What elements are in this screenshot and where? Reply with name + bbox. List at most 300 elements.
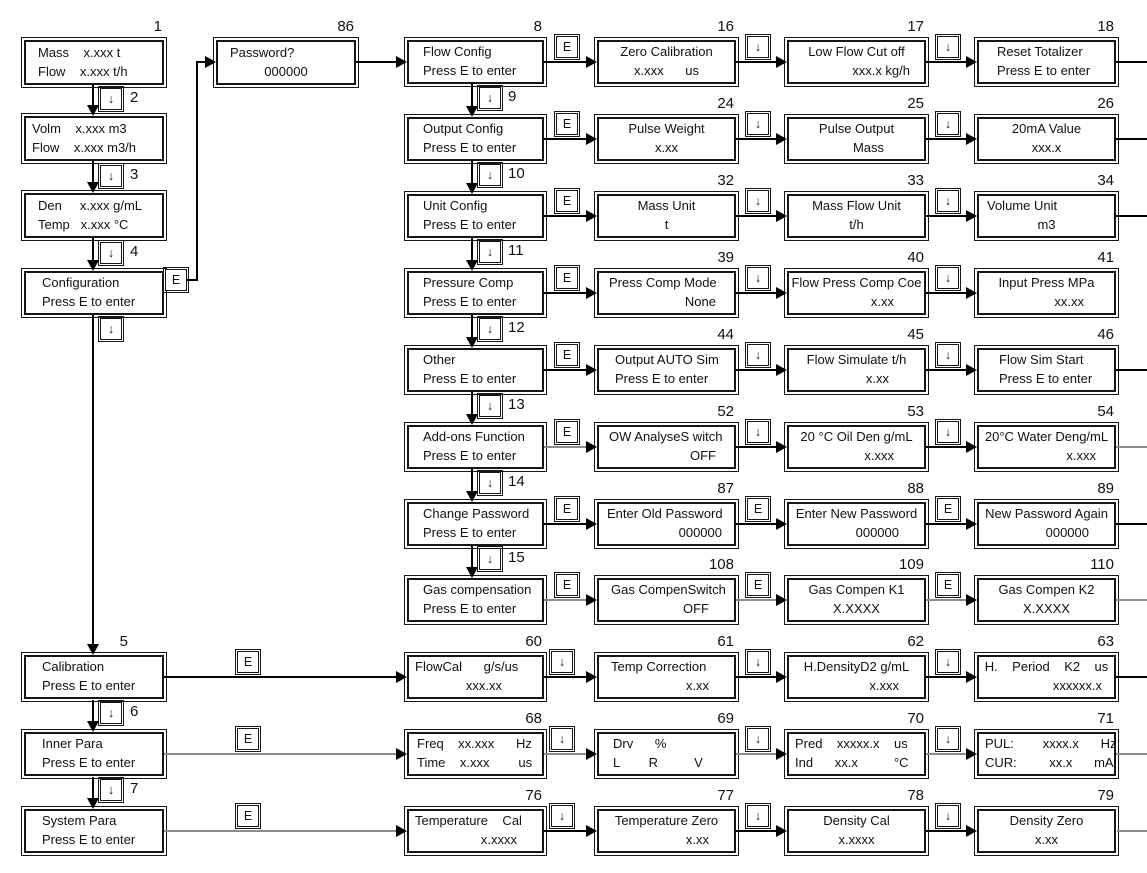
connector-line — [1116, 138, 1147, 140]
screen-line2: t/h — [849, 217, 864, 232]
screen-line2: Press E to enter — [42, 832, 136, 847]
screen-number: 15 — [508, 549, 525, 566]
arrowhead-down — [87, 798, 99, 809]
menu-addons-function — [407, 425, 544, 469]
connector-line — [471, 546, 473, 567]
screen-line1: Add-ons Function — [423, 429, 525, 445]
connector-line — [92, 238, 94, 260]
arrowhead-right — [966, 671, 977, 683]
screen-number: 89 — [1097, 480, 1114, 497]
screen-line2: Press E to enter — [423, 601, 517, 616]
screen-line1: Flow Sim Start — [999, 352, 1084, 368]
connector-line — [92, 85, 94, 105]
enter-key-badge: E — [237, 651, 259, 673]
arrowhead-right — [396, 671, 407, 683]
screen-line1: Freq xx.xxx Hz — [417, 736, 532, 752]
screen-line2: x.xx — [685, 678, 709, 693]
connector-line — [926, 676, 967, 678]
screen-press-comp-mode — [597, 249, 736, 315]
screen-line1: 20°C Water Deng/mL — [984, 429, 1109, 445]
screen-line1: Den x.xxx g/mL — [38, 197, 143, 213]
screen-line2: OFF — [683, 601, 709, 616]
screen-number: 41 — [1097, 249, 1114, 266]
connector-line — [471, 315, 473, 337]
menu-change-password — [407, 502, 544, 546]
screen-number: 39 — [717, 249, 734, 266]
enter-key-badge: E — [556, 574, 578, 596]
screen-number: 10 — [508, 165, 525, 182]
screen-line1: Volume Unit — [987, 198, 1058, 214]
connector-line — [926, 753, 967, 755]
arrowhead-down — [466, 491, 478, 502]
screen-line2: Press E to enter — [423, 525, 517, 540]
screen-line1: Drv % — [613, 736, 667, 752]
screen-number: 61 — [717, 633, 734, 650]
screen-password — [216, 18, 356, 85]
screen-line1: Gas compensation — [423, 582, 532, 598]
screen-number: 77 — [717, 787, 734, 804]
screen-line2: m3 — [1037, 217, 1056, 232]
connector-line — [92, 161, 94, 182]
screen-line1: Flow Simulate t/h — [806, 352, 907, 368]
connector-line — [926, 446, 967, 448]
screen-line1: Gas CompenSwitch — [611, 582, 726, 598]
down-key-badge: ↓ — [551, 728, 573, 750]
screen-number: 76 — [525, 787, 542, 804]
screen-number: 5 — [119, 633, 128, 650]
screen-low-flow-cutoff — [787, 18, 926, 84]
connector-line — [544, 369, 587, 371]
arrowhead-right — [966, 364, 977, 376]
connector-line — [926, 830, 967, 832]
screen-line1: Enter New Password — [795, 506, 918, 522]
screen-line2: xxx.x — [1031, 140, 1062, 155]
down-key-badge: ↓ — [747, 190, 769, 212]
arrowhead-right — [966, 825, 977, 837]
screen-number: 68 — [525, 710, 542, 727]
arrowhead-right — [586, 56, 597, 68]
connector-line — [736, 292, 777, 294]
connector-line — [926, 61, 967, 63]
screen-oil-density — [787, 403, 926, 469]
connector-line — [1116, 61, 1147, 63]
screen-flow-press-comp-coe — [787, 249, 926, 315]
menu-unit-config — [407, 194, 544, 238]
down-key-badge: ↓ — [937, 344, 959, 366]
arrowhead-right — [586, 594, 597, 606]
screen-line2: x.xx — [1034, 832, 1059, 847]
arrowhead-right — [776, 287, 787, 299]
screen-ow-analyse-switch — [597, 403, 736, 469]
screen-line1: Change Password — [423, 506, 530, 522]
arrowhead-right — [586, 748, 597, 760]
screen-line1: Inner Para — [42, 736, 103, 752]
screen-line1: H.DensityD2 g/mL — [803, 659, 910, 675]
screen-line2: x.xxx — [869, 678, 899, 693]
screen-line2: 000000 — [264, 63, 308, 79]
connector-line — [736, 599, 777, 601]
screen-line1: Input Press MPa — [998, 275, 1095, 291]
connector-line — [471, 84, 473, 106]
arrowhead-right — [586, 133, 597, 145]
connector-line — [1117, 830, 1147, 832]
screen-pulse-output — [787, 95, 926, 161]
arrowhead-right — [776, 518, 787, 530]
screen-line2: Ind xx.x °C — [795, 755, 909, 770]
screen-line2: x.xx — [865, 371, 889, 386]
screen-density-zero — [977, 787, 1116, 853]
screen-freq-time — [407, 710, 544, 776]
connector-line — [544, 599, 587, 601]
enter-key-badge: E — [556, 113, 578, 135]
screen-input-press — [977, 249, 1116, 315]
screen-drive-level — [597, 710, 736, 776]
arrowhead-right — [586, 671, 597, 683]
screen-line1: Temp Correction — [611, 659, 707, 675]
menu-calibration — [24, 633, 164, 699]
screen-line2: Press E to enter — [42, 755, 136, 770]
screen-line2: xxx.x kg/h — [852, 63, 910, 78]
screen-line1: New Password Again — [985, 506, 1108, 522]
screen-line2: Flow x.xxx m3/h — [32, 139, 137, 155]
screen-water-density — [977, 403, 1116, 469]
down-key-badge: ↓ — [100, 242, 122, 264]
screen-line2: X.XXXX — [833, 601, 880, 616]
connector-line — [544, 676, 587, 678]
screen-line2: Press E to enter — [423, 217, 517, 232]
screen-line2: Time x.xxx us — [417, 755, 533, 770]
screen-line2: x.xxx us — [633, 63, 699, 78]
screen-line2: Press E to enter — [42, 294, 136, 309]
screen-line2: 000000 — [1045, 525, 1089, 540]
arrowhead-down — [87, 260, 99, 271]
screen-number: 52 — [717, 403, 734, 420]
down-key-badge: ↓ — [747, 36, 769, 58]
screen-number: 8 — [533, 18, 542, 35]
menu-inner-para — [24, 732, 164, 776]
connector-line — [92, 315, 94, 644]
screen-number: 69 — [717, 710, 734, 727]
screen-flowcal — [407, 633, 544, 699]
screen-line1: Zero Calibration — [620, 44, 713, 60]
connector-line — [1116, 599, 1147, 601]
enter-key-badge: E — [165, 269, 187, 291]
down-key-badge: ↓ — [479, 87, 501, 109]
screen-line1: Gas Compen K1 — [808, 582, 905, 598]
screen-line1: Flow Press Comp Coe — [791, 275, 922, 291]
screen-volume-flow — [24, 116, 164, 161]
connector-line — [544, 215, 587, 217]
screen-density-temp — [24, 193, 164, 238]
screen-h-period-k2 — [977, 633, 1116, 699]
connector-line — [92, 777, 94, 798]
screen-line1: FlowCal g/s/us — [415, 659, 519, 675]
screen-number: 16 — [717, 18, 734, 35]
arrowhead-right — [966, 518, 977, 530]
screen-gas-compen-k1 — [787, 556, 926, 622]
arrowhead-down — [87, 721, 99, 732]
screen-line1: Output AUTO Sim — [615, 352, 719, 368]
screen-line1: Flow Config — [423, 44, 492, 60]
down-key-badge: ↓ — [747, 728, 769, 750]
arrowhead-right — [776, 441, 787, 453]
arrowhead-right — [776, 133, 787, 145]
enter-key-badge: E — [747, 574, 769, 596]
screen-pulse-weight — [597, 95, 736, 161]
connector-line — [544, 292, 587, 294]
arrowhead-right — [966, 287, 977, 299]
screen-number: 70 — [907, 710, 924, 727]
connector-line — [736, 830, 777, 832]
connector-line — [164, 676, 396, 678]
screen-h-density-d2 — [787, 633, 926, 699]
screen-line2: Press E to enter — [423, 140, 517, 155]
connector-line — [736, 61, 777, 63]
connector-line — [471, 161, 473, 183]
screen-line2: x.xx — [654, 140, 679, 155]
down-key-badge: ↓ — [747, 651, 769, 673]
screen-line1: Mass Flow Unit — [812, 198, 901, 214]
connector-line — [926, 599, 967, 601]
connector-line — [544, 446, 587, 448]
screen-output-auto-sim — [597, 326, 736, 392]
screen-gas-compen-switch — [597, 556, 736, 622]
down-key-badge: ↓ — [747, 113, 769, 135]
connector-line — [926, 369, 967, 371]
menu-flow-config — [407, 18, 544, 84]
screen-line2: Flow x.xxx t/h — [38, 63, 128, 79]
enter-key-badge: E — [747, 498, 769, 520]
arrowhead-right — [586, 441, 597, 453]
connector-line — [1116, 446, 1147, 448]
screen-number: 1 — [153, 18, 162, 35]
screen-number: 40 — [907, 249, 924, 266]
arrowhead-right — [966, 56, 977, 68]
connector-line — [1116, 753, 1147, 755]
screen-line1: OW AnalyseS witch — [609, 429, 723, 445]
screen-number: 24 — [717, 95, 734, 112]
screen-line1: Calibration — [42, 659, 105, 675]
screen-line2: CUR: xx.x mA — [985, 755, 1114, 770]
menu-gas-compensation — [407, 578, 544, 622]
screen-number: 6 — [130, 703, 139, 720]
menu-system-para — [24, 809, 164, 853]
screen-line1: Output Config — [423, 121, 504, 137]
connector-line — [544, 753, 587, 755]
enter-key-badge: E — [556, 190, 578, 212]
screen-line2: x.xxx — [864, 448, 894, 463]
down-key-badge: ↓ — [937, 113, 959, 135]
arrowhead-right — [776, 825, 787, 837]
screen-zero-calibration — [597, 18, 736, 84]
connector-line — [736, 138, 777, 140]
enter-key-badge: E — [556, 267, 578, 289]
screen-line1: Enter Old Password — [607, 506, 723, 522]
down-key-badge: ↓ — [937, 805, 959, 827]
arrowhead-down — [466, 106, 478, 117]
enter-key-badge: E — [556, 421, 578, 443]
arrowhead-right — [396, 825, 407, 837]
screen-number: 109 — [898, 556, 924, 573]
down-key-badge: ↓ — [479, 318, 501, 340]
screen-line2: Press E to enter — [423, 371, 517, 386]
arrowhead-right — [205, 56, 216, 68]
menu-output-config — [407, 117, 544, 161]
screen-number: 14 — [508, 473, 525, 490]
screen-line2: L R V — [613, 755, 703, 770]
arrowhead-right — [586, 825, 597, 837]
enter-key-badge: E — [237, 805, 259, 827]
screen-gas-compen-k2 — [977, 556, 1116, 622]
screen-line1: Configuration — [42, 275, 120, 291]
down-key-badge: ↓ — [937, 267, 959, 289]
down-key-badge: ↓ — [937, 421, 959, 443]
screen-line1: Password? — [230, 44, 295, 60]
down-key-badge: ↓ — [479, 241, 501, 263]
connector-line — [356, 61, 397, 63]
screen-temp-correction — [597, 633, 736, 699]
arrowhead-down — [87, 105, 99, 116]
screen-number: 11 — [508, 242, 524, 259]
connector-line — [736, 446, 777, 448]
connector-line — [544, 138, 587, 140]
enter-key-badge: E — [556, 36, 578, 58]
down-key-badge: ↓ — [937, 190, 959, 212]
screen-line1: Unit Config — [423, 198, 488, 214]
screen-line2: t — [664, 217, 669, 232]
arrowhead-right — [776, 671, 787, 683]
screen-line2: Press E to enter — [423, 294, 517, 309]
arrowhead-right — [776, 56, 787, 68]
screen-line1: H. Period K2 us — [984, 659, 1109, 675]
connector-line — [471, 469, 473, 491]
screen-number: 62 — [907, 633, 924, 650]
screen-number: 88 — [907, 480, 924, 497]
arrowhead-down — [466, 414, 478, 425]
screen-line1: Pulse Output — [818, 121, 895, 137]
screen-volume-unit — [977, 172, 1116, 238]
down-key-badge: ↓ — [479, 472, 501, 494]
screen-line1: 20 °C Oil Den g/mL — [800, 429, 913, 445]
menu-pressure-comp — [407, 271, 544, 315]
arrowhead-down — [466, 260, 478, 271]
screen-new-password-again — [977, 480, 1116, 546]
screen-pulse-current-output — [977, 710, 1117, 776]
screen-line1: 20mA Value — [1011, 121, 1082, 137]
screen-number: 63 — [1097, 633, 1114, 650]
screen-density-cal — [787, 787, 926, 853]
screen-line1: Reset Totalizer — [997, 44, 1083, 60]
down-key-badge: ↓ — [100, 165, 122, 187]
menu-configuration — [24, 271, 164, 315]
screen-mass-unit — [597, 172, 736, 238]
down-key-badge: ↓ — [747, 267, 769, 289]
arrowhead-down — [466, 337, 478, 348]
connector-line — [926, 292, 967, 294]
screen-line2: 000000 — [678, 525, 722, 540]
connector-line — [196, 61, 205, 63]
down-key-badge: ↓ — [100, 702, 122, 724]
screen-number: 25 — [907, 95, 924, 112]
screen-number: 17 — [907, 18, 924, 35]
arrowhead-right — [586, 518, 597, 530]
down-key-badge: ↓ — [937, 36, 959, 58]
enter-key-badge: E — [556, 344, 578, 366]
screen-number: 18 — [1097, 18, 1114, 35]
down-key-badge: ↓ — [551, 805, 573, 827]
screen-temperature-cal — [407, 787, 544, 853]
screen-number: 87 — [717, 480, 734, 497]
arrowhead-right — [586, 210, 597, 222]
screen-line2: x.xxxx — [838, 832, 875, 847]
screen-line2: 000000 — [855, 525, 899, 540]
screen-line2: x.xx — [870, 294, 894, 309]
screen-line2: Press E to enter — [42, 678, 136, 693]
screen-number: 4 — [130, 243, 139, 260]
connector-line — [926, 523, 967, 525]
screen-line2: x.xxx — [1066, 448, 1096, 463]
connector-line — [926, 215, 967, 217]
arrowhead-right — [966, 594, 977, 606]
screen-number: 3 — [130, 166, 139, 183]
enter-key-badge: E — [556, 498, 578, 520]
screen-line1: Pulse Weight — [628, 121, 705, 137]
arrowhead-right — [966, 133, 977, 145]
arrowhead-right — [966, 441, 977, 453]
screen-number: 53 — [907, 403, 924, 420]
screen-line1: Gas Compen K2 — [998, 582, 1095, 598]
connector-line — [1116, 523, 1147, 525]
screen-line1: Other — [423, 352, 456, 368]
arrowhead-down — [87, 644, 99, 655]
screen-line1: Mass x.xxx t — [38, 44, 121, 60]
screen-number: 60 — [525, 633, 542, 650]
screen-line1: Temperature Cal — [415, 813, 522, 829]
connector-line — [471, 392, 473, 414]
screen-line1: Temperature Zero — [614, 813, 719, 829]
screen-line2: Mass — [852, 140, 884, 155]
screen-number: 2 — [130, 89, 139, 106]
down-key-badge: ↓ — [937, 651, 959, 673]
screen-number: 33 — [907, 172, 924, 189]
screen-line2: OFF — [690, 448, 716, 463]
connector-line — [736, 215, 777, 217]
enter-key-badge: E — [937, 498, 959, 520]
arrowhead-down — [466, 183, 478, 194]
screen-line1: System Para — [42, 813, 117, 829]
arrowhead-right — [966, 210, 977, 222]
screen-line1: Volm x.xxx m3 — [32, 120, 127, 136]
screen-number: 44 — [717, 326, 734, 343]
screen-number: 32 — [717, 172, 734, 189]
screen-number: 54 — [1097, 403, 1114, 420]
down-key-badge: ↓ — [479, 395, 501, 417]
screen-number: 110 — [1090, 556, 1114, 573]
arrowhead-down — [466, 567, 478, 578]
connector-line — [736, 753, 777, 755]
connector-line — [92, 700, 94, 721]
screen-number: 86 — [337, 18, 354, 35]
down-key-badge: ↓ — [100, 318, 122, 340]
connector-line — [164, 753, 396, 755]
screen-line1: Press Comp Mode — [609, 275, 717, 291]
down-key-badge: ↓ — [747, 344, 769, 366]
screen-mass-flow-unit — [787, 172, 926, 238]
screen-line1: PUL: xxxx.x Hz — [985, 736, 1117, 752]
connector-line — [544, 830, 587, 832]
down-key-badge: ↓ — [747, 805, 769, 827]
screen-number: 34 — [1097, 172, 1114, 189]
